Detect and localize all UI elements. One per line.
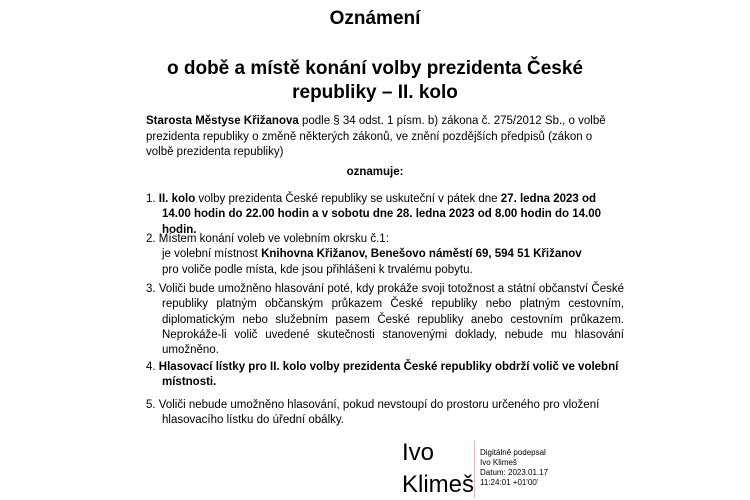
signature-info-line3: Datum: 2023.01.17 [480, 468, 549, 477]
item-2-line3: pro voliče podle místa, kde jsou přihlášeni k trvalému pobytu. [162, 263, 473, 276]
item-2-location: Knihovna Křižanov, Benešovo náměstí 69, 594 51 Křižanov [261, 248, 582, 261]
page-subtitle: o době a místě konání volby prezidenta České republiky – II. kolo [166, 58, 583, 103]
item-1-dates: 27. ledna 2023 od 14.00 hodin do 22.00 hodin a v sobotu dne 28. ledna 2023 od 8.00 hodin do 14.00 hodin. [162, 193, 602, 236]
item-5-number: 5. [146, 399, 156, 411]
item-5-text: Voliči nebude umožněno hlasování, pokud nevstoupí do prostoru určeného pro vložení hlasovacího lístku do úřední obálky. [158, 399, 600, 427]
intro-text: podle § 34 odst. 1 písm. b) zákona č. 275/2012 Sb., o volbě prezidenta republiky o změně některých zákonů, ve znění pozdějších předpisů (zákon o volbě prezidenta republiky) [146, 115, 606, 158]
item-4-number: 4. [146, 361, 156, 373]
item-3 [146, 282, 624, 358]
intro-paragraph [146, 114, 616, 161]
item-1-round: II. kolo [158, 193, 196, 205]
signature-info-line1: Digitálně podepsal [480, 448, 546, 457]
intro-authority: Starosta Městyse Křižanova [146, 115, 299, 127]
signature-info-line4: 11:24:01 +01'00' [480, 478, 539, 487]
item-3-text: Voliči bude umožněno hlasování poté, kdy prokáže svoji totožnost a státní občanství České republiky platným občanským průkazem České republiky nebo platným cestovním, diplomatickým nebo služebním pasem České republiky anebo cestovním průkazem. Neprokáže-li volič uvedené skutečnosti stanovenými doklady, nebude mu hlasování umožněno. [158, 283, 624, 357]
item-3-number: 3. [146, 283, 156, 295]
page-title: Oznámení [329, 8, 421, 29]
signature-last-name: Klimeš [402, 471, 475, 498]
item-4 [146, 360, 624, 391]
item-2-line2 [146, 247, 608, 262]
item-1-number: 1. [146, 193, 156, 205]
item-2 [146, 232, 608, 278]
signature-divider [474, 440, 475, 498]
digital-signature-info [480, 448, 548, 488]
signature-first-name: Ivo [402, 439, 435, 466]
announce-heading: oznamuje: [346, 166, 404, 178]
item-4-text: Hlasovací lístky pro II. kolo volby prezidenta České republiky obdrží volič ve volební místnosti. [158, 361, 619, 389]
item-2-line1: Místem konání voleb ve volebním okrsku č.1: [158, 233, 389, 245]
item-2-line2-text: je volební místnost [162, 248, 262, 261]
item-1-text: volby prezidenta České republiky se uskuteční v pátek dne [195, 193, 501, 205]
item-5 [146, 398, 624, 429]
item-2-number: 2. [146, 233, 156, 245]
signature-info-line2: Ivo Klimeš [480, 458, 517, 467]
item-1 [146, 192, 624, 238]
